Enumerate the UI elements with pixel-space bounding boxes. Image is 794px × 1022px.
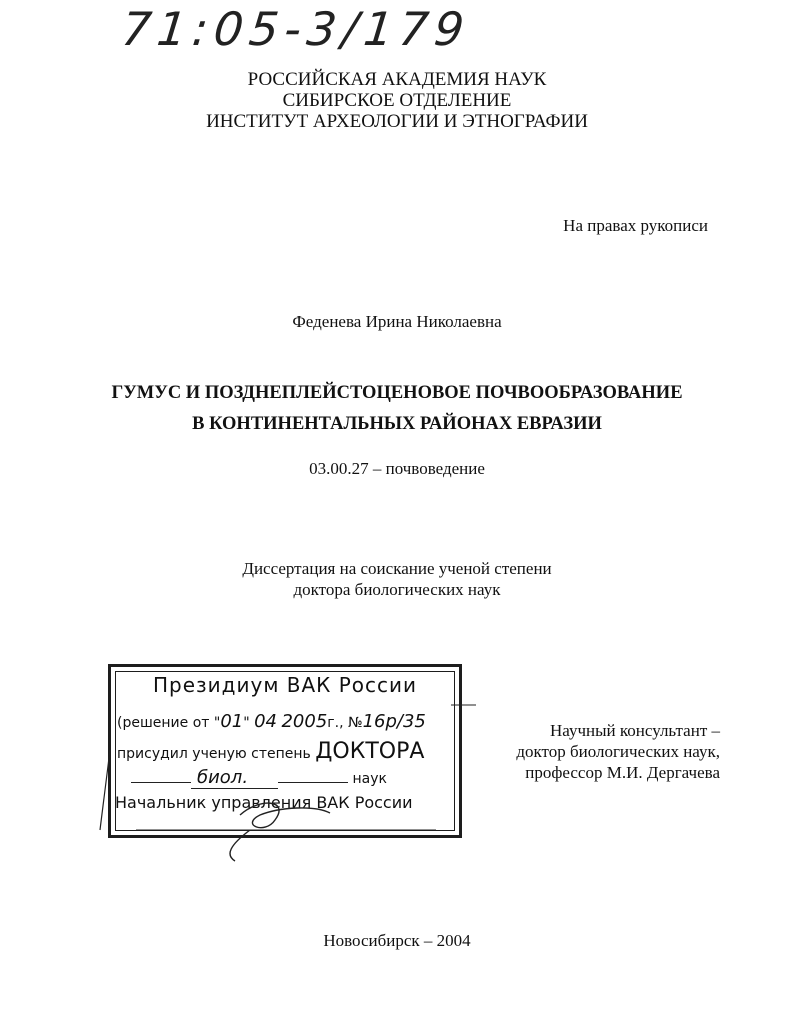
stamp-year-suffix: г., № [327, 715, 363, 731]
stamp-sciences: наук [352, 771, 387, 787]
consultant-line-2: доктор биологических наук, [516, 742, 720, 761]
consultant-line-1: Научный консультант – [550, 721, 720, 740]
stamp-decision-prefix: (решение от " [117, 715, 221, 731]
degree-statement [0, 558, 794, 600]
degree-line-1: Диссертация на соискание ученой степени [242, 559, 552, 578]
stamp-month: 04 [254, 711, 278, 732]
consultant-line-3: профессор М.И. Дергачева [525, 763, 720, 782]
stamp-awarded-text: присудил ученую степень [117, 746, 311, 762]
stamp-chief: Начальник управления ВАК России [115, 793, 413, 812]
title-line-2: В КОНТИНЕНТАЛЬНЫХ РАЙОНАХ ЕВРАЗИИ [192, 414, 602, 434]
org-branch: СИБИРСКОЕ ОТДЕЛЕНИЕ [282, 90, 512, 111]
degree-line-2: доктора биологических наук [293, 580, 501, 599]
dissertation-title [0, 378, 794, 440]
manuscript-note: На правах рукописи [563, 216, 708, 235]
stamp-day: 01 [220, 711, 244, 732]
archive-code-handwritten: 71:05-3/179 [119, 2, 473, 56]
stamp-degree: ДОКТОРА [315, 739, 425, 764]
stamp-header: Президиум ВАК России [152, 673, 418, 697]
stamp-number: 16р/35 [362, 711, 426, 732]
org-academy: РОССИЙСКАЯ АКАДЕМИЯ НАУК [247, 69, 547, 90]
stamp-field: биол. [191, 767, 278, 789]
scientific-consultant [480, 720, 720, 783]
specialty-code: 03.00.27 – почвоведение [309, 459, 485, 478]
stamp-mid: " [243, 715, 255, 731]
org-institute: ИНСТИТУТ АРХЕОЛОГИИ И ЭТНОГРАФИИ [206, 111, 588, 132]
title-line-1: ГУМУС И ПОЗДНЕПЛЕЙСТОЦЕНОВОЕ ПОЧВООБРАЗОВАНИЕ [111, 383, 683, 403]
city-year: Новосибирск – 2004 [323, 931, 471, 950]
stamp-year: 2005 [281, 711, 328, 732]
signature [220, 795, 340, 865]
author-name: Феденева Ирина Николаевна [292, 312, 502, 331]
